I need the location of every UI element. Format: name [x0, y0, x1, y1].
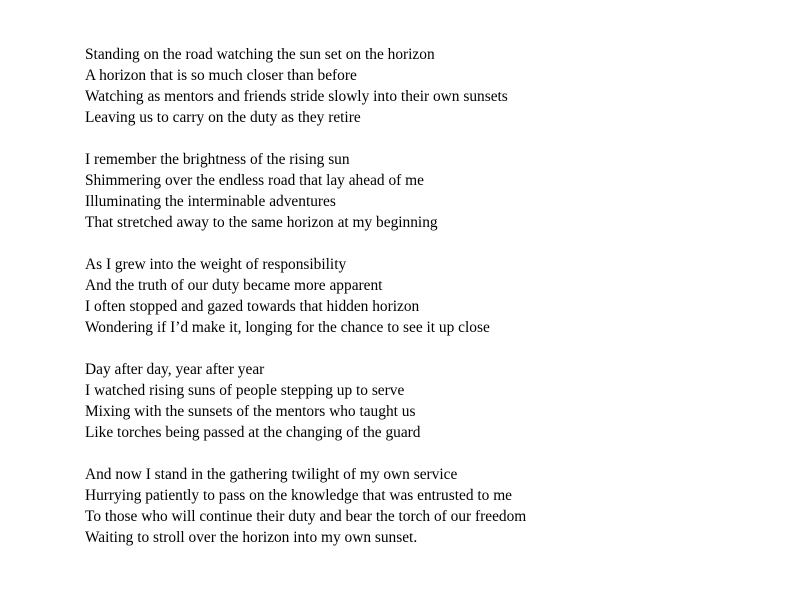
- poem-line: A horizon that is so much closer than before: [85, 67, 357, 84]
- poem-line: As I grew into the weight of responsibility: [85, 256, 347, 273]
- poem-line: I watched rising suns of people stepping up to serve: [85, 382, 405, 399]
- poem-line: And the truth of our duty became more apparent: [85, 277, 383, 294]
- poem-line: Watching as mentors and friends stride slowly into their own sunsets: [85, 88, 508, 105]
- poem-line: Day after day, year after year: [85, 361, 265, 378]
- poem-body: [85, 44, 785, 569]
- poem-line: Like torches being passed at the changing of the guard: [85, 424, 421, 441]
- poem-line: Mixing with the sunsets of the mentors who taught us: [85, 403, 416, 420]
- poem-line: I remember the brightness of the rising sun: [85, 151, 350, 168]
- poem-line: Illuminating the interminable adventures: [85, 193, 336, 210]
- stanza-5: [85, 464, 785, 548]
- poem-line: Hurrying patiently to pass on the knowledge that was entrusted to me: [85, 487, 512, 504]
- poem-line: Leaving us to carry on the duty as they retire: [85, 109, 361, 126]
- poem-line: To those who will continue their duty and bear the torch of our freedom: [85, 508, 527, 525]
- poem-line: Waiting to stroll over the horizon into my own sunset.: [85, 529, 418, 546]
- poem-line: Wondering if I’d make it, longing for the chance to see it up close: [85, 319, 490, 336]
- poem-line: That stretched away to the same horizon at my beginning: [85, 214, 438, 231]
- poem-line: Standing on the road watching the sun set on the horizon: [85, 46, 435, 63]
- poem-line: Shimmering over the endless road that lay ahead of me: [85, 172, 424, 189]
- stanza-1: [85, 44, 785, 128]
- poem-line: And now I stand in the gathering twilight of my own service: [85, 466, 458, 483]
- stanza-2: [85, 149, 785, 233]
- poem-line: I often stopped and gazed towards that hidden horizon: [85, 298, 420, 315]
- stanza-4: [85, 359, 785, 443]
- stanza-3: [85, 254, 785, 338]
